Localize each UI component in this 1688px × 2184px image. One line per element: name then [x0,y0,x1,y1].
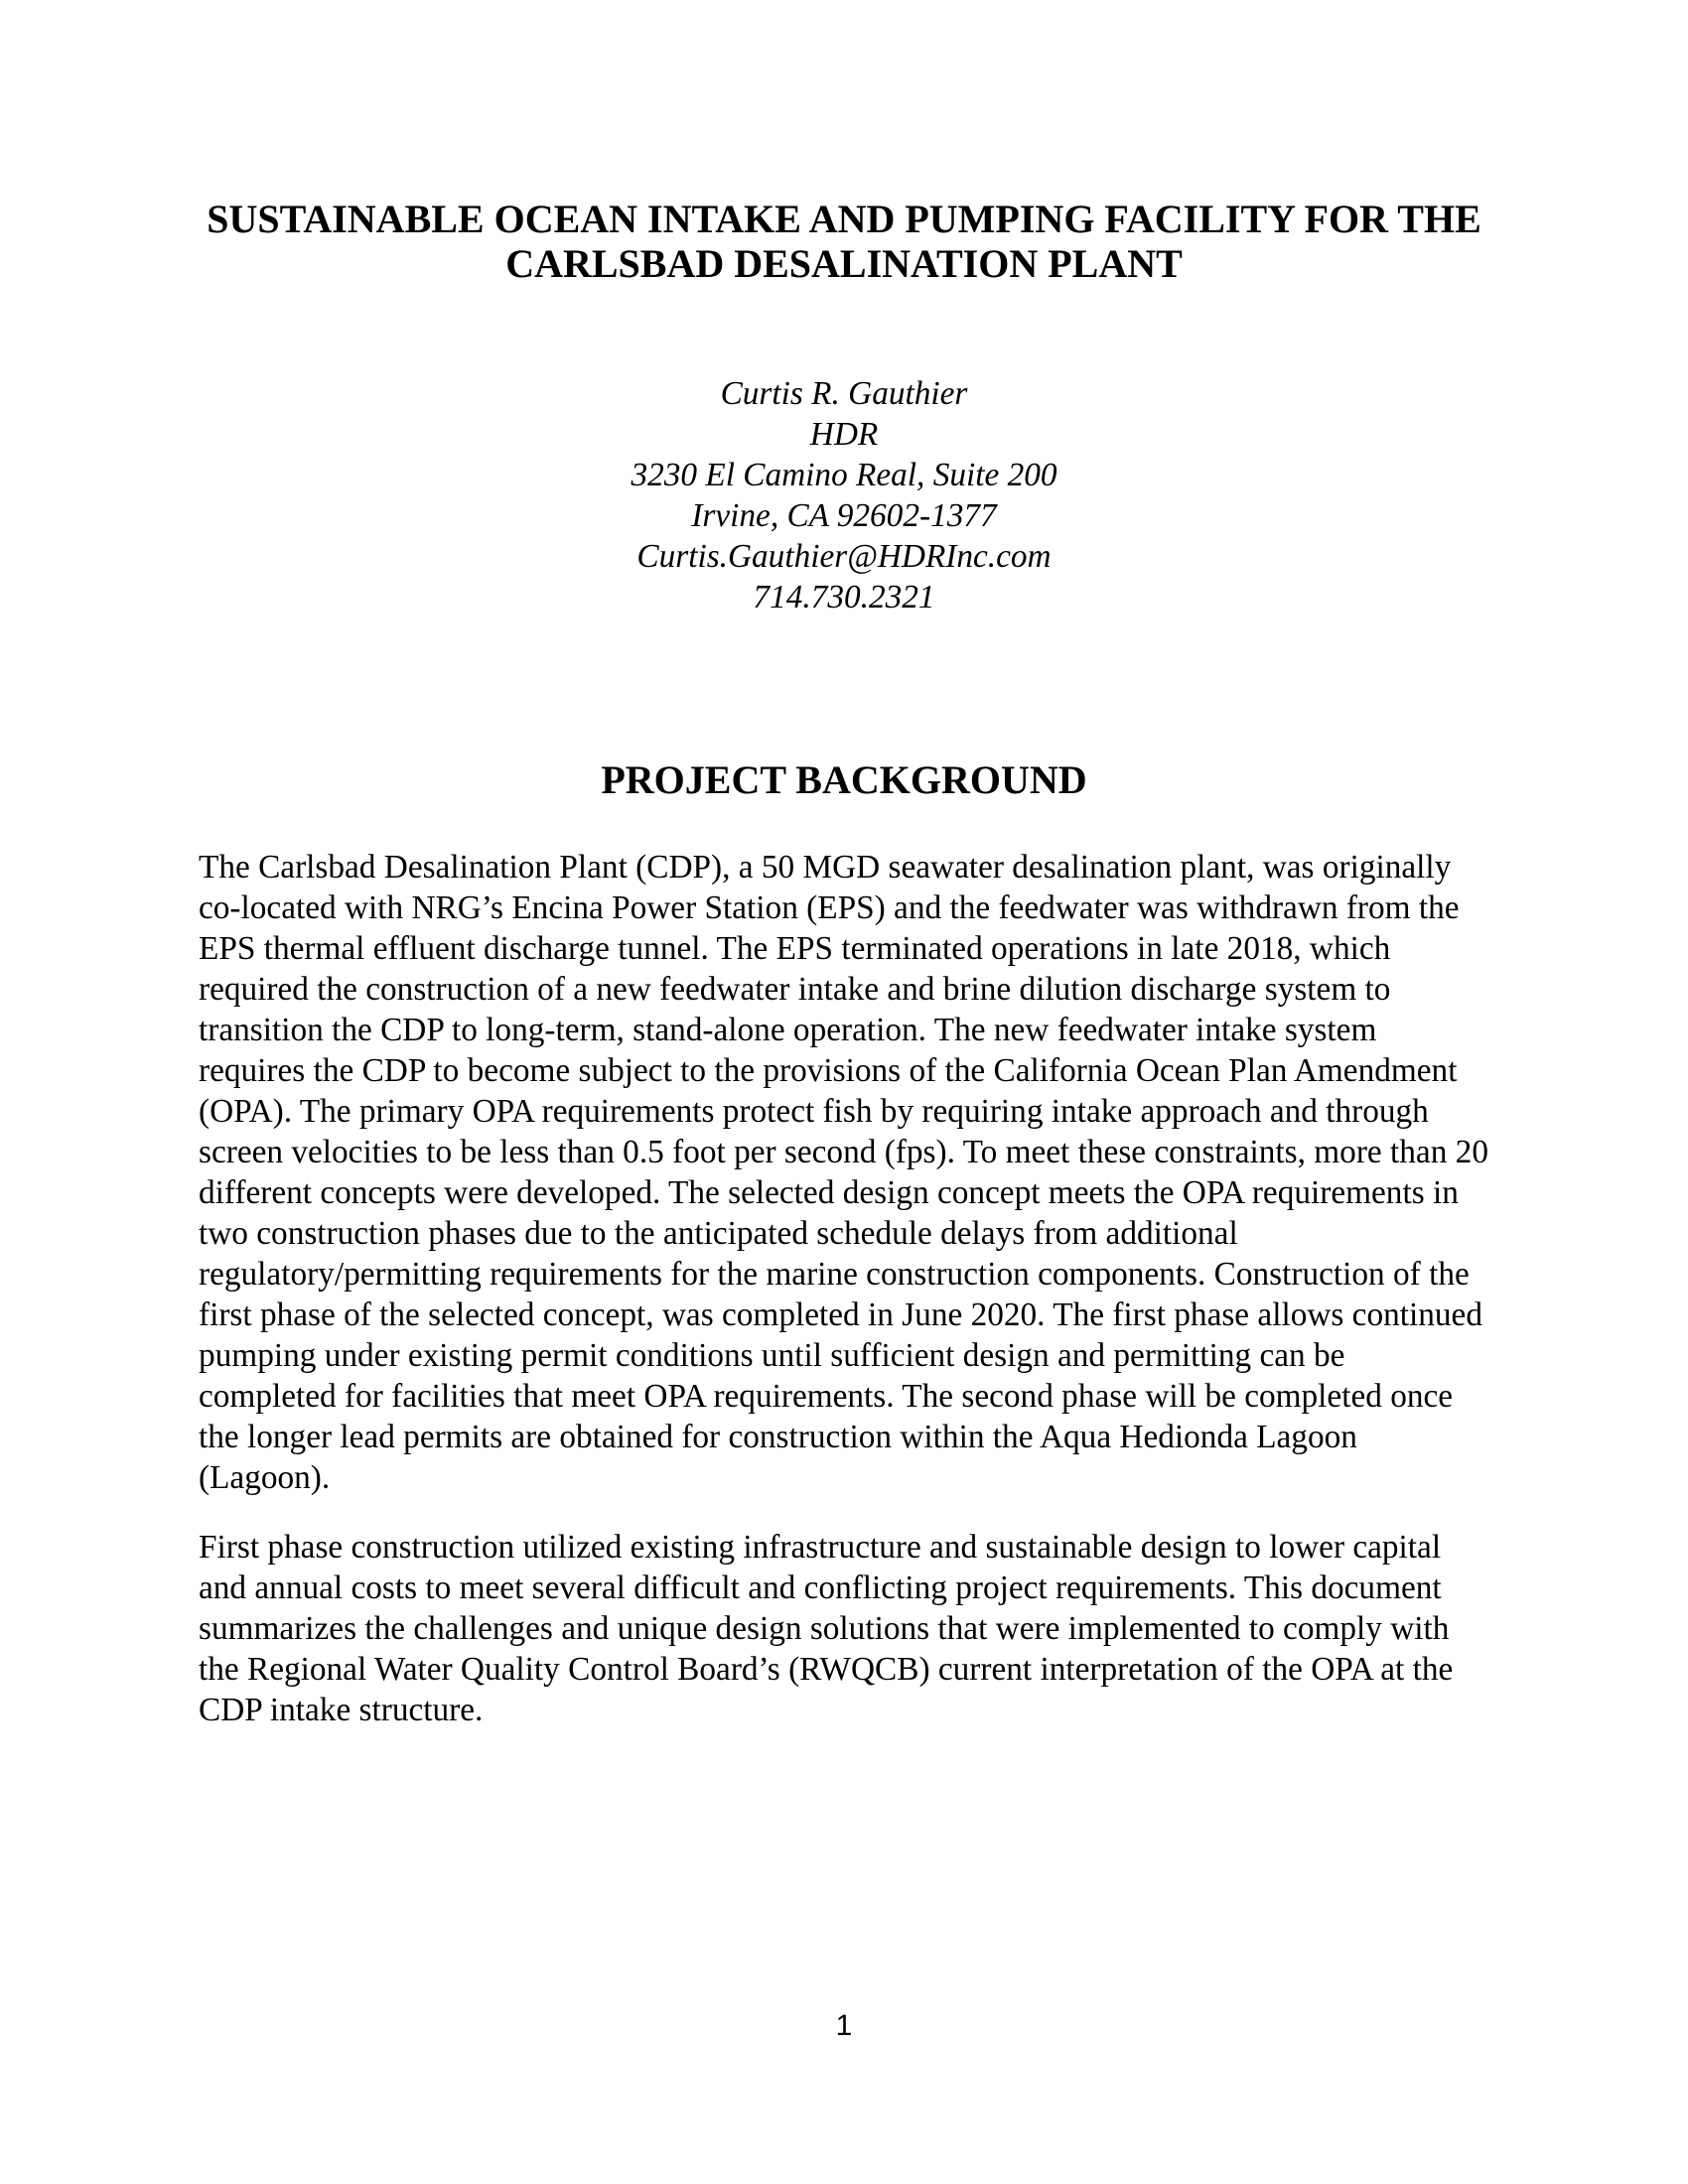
body-paragraph-1: The Carlsbad Desalination Plant (CDP), a 50 MGD seawater desalination plant, was originally co-located with NRG’s Encina Power Station (EPS) and the feedwater was withdrawn from the EPS thermal effluent discharge tunnel. The EPS terminated operations in late 2018, which required the construction of a new feedwater intake and brine dilution discharge system to transition the CDP to long-term, stand-alone operation. The new feedwater intake system requires the CDP to become subject to the provisions of the California Ocean Plan Amendment (OPA). The primary OPA requirements protect fish by requiring intake approach and through screen velocities to be less than 0.5 foot per second (fps). To meet these constraints, more than 20 different concepts were developed. The selected design concept meets the OPA requirements in two construction phases due to the anticipated schedule delays from additional regulatory/permitting requirements for the marine construction components. Construction of the first phase of the selected concept, was completed in June 2020. The first phase allows continued pumping under existing permit conditions until sufficient design and permitting can be completed for facilities that meet OPA requirements. The second phase will be completed once the longer lead permits are obtained for construction within the Aqua Hedionda Lagoon (Lagoon). [199,849,1488,1496]
paper-title: SUSTAINABLE OCEAN INTAKE AND PUMPING FACILITY FOR THE CARLSBAD DESALINATION PLANT [207,197,1481,286]
author-address-street: 3230 El Camino Real, Suite 200 [631,457,1057,493]
author-company: HDR [809,416,879,453]
author-block [199,373,1489,617]
body-paragraph-2: First phase construction utilized existing infrastructure and sustainable design to lower capital and annual costs to meet several difficult and conflicting project requirements. This document summarizes the challenges and unique design solutions that were implemented to comply with the Regional Water Quality Control Board’s (RWQCB) current interpretation of the OPA at the CDP intake structure. [199,1529,1454,1728]
author-phone: 714.730.2321 [753,579,935,615]
author-name: Curtis R. Gauthier [720,375,968,412]
section-heading-project-background: PROJECT BACKGROUND [601,757,1087,802]
page-number: 1 [835,2009,853,2042]
author-address-city: Irvine, CA 92602-1377 [691,497,997,534]
author-email: Curtis.Gauthier@HDRInc.com [636,538,1052,575]
